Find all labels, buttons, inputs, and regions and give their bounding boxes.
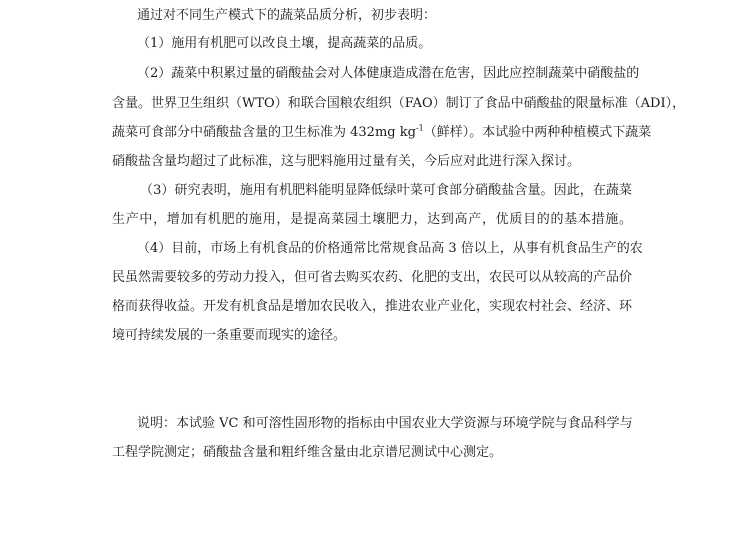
item-2-line-3-text-a: 蔬菜可食部分中硝酸盐含量的卫生标准为 432mg kg: [112, 125, 416, 140]
item-3-line-2: 生产中，增加有机肥的施用，是提高菜园土壤肥力，达到高产，优质目的的基本措施。: [112, 212, 632, 227]
item-4-line-3: 格而获得收益。开发有机食品是增加农民收入，推进农业产业化，实现农村社会、经济、环: [112, 299, 633, 314]
note-line-1: 说明：本试验 VC 和可溶性固形物的指标由中国农业大学资源与环境学院与食品科学与: [137, 416, 633, 431]
item-4-line-4: 境可持续发展的一条重要而现实的途径。: [112, 328, 347, 343]
item-2-line-2: 含量。世界卫生组织（WTO）和联合国粮农组织（FAO）制订了食品中硝酸盐的限量标准（ADI），: [112, 96, 686, 111]
item-2-line-3: [112, 123, 652, 141]
item-2-line-4: 硝酸盐含量均超过了此标准，这与肥料施用过量有关，今后应对此进行深入探讨。: [112, 154, 581, 169]
note-line-2: 工程学院测定；硝酸盐含量和粗纤维含量由北京谱尼测试中心测定。: [112, 445, 503, 460]
item-3-line-1: （3）研究表明，施用有机肥料能明显降低绿叶菜可食部分硝酸盐含量。因此，在蔬菜: [140, 183, 632, 198]
unit-exponent: -1: [415, 123, 424, 133]
item-4-line-2: 民虽然需要较多的劳动力投入，但可省去购买农药、化肥的支出，农民可以从较高的产品价: [112, 270, 633, 285]
item-1-line-1: （1）施用有机肥可以改良土壤，提高蔬菜的品质。: [137, 36, 432, 51]
item-4-line-1: （4）目前，市场上有机食品的价格通常比常规食品高 3 倍以上，从事有机食品生产的农: [137, 241, 643, 256]
item-2-line-1: （2）蔬菜中积累过量的硝酸盐会对人体健康造成潜在危害，因此应控制蔬菜中硝酸盐的: [137, 66, 640, 81]
intro-line: 通过对不同生产模式下的蔬菜品质分析，初步表明：: [137, 8, 437, 23]
item-2-line-3-text-b: （鲜样）。本试验中两种种植模式下蔬菜: [423, 125, 652, 140]
